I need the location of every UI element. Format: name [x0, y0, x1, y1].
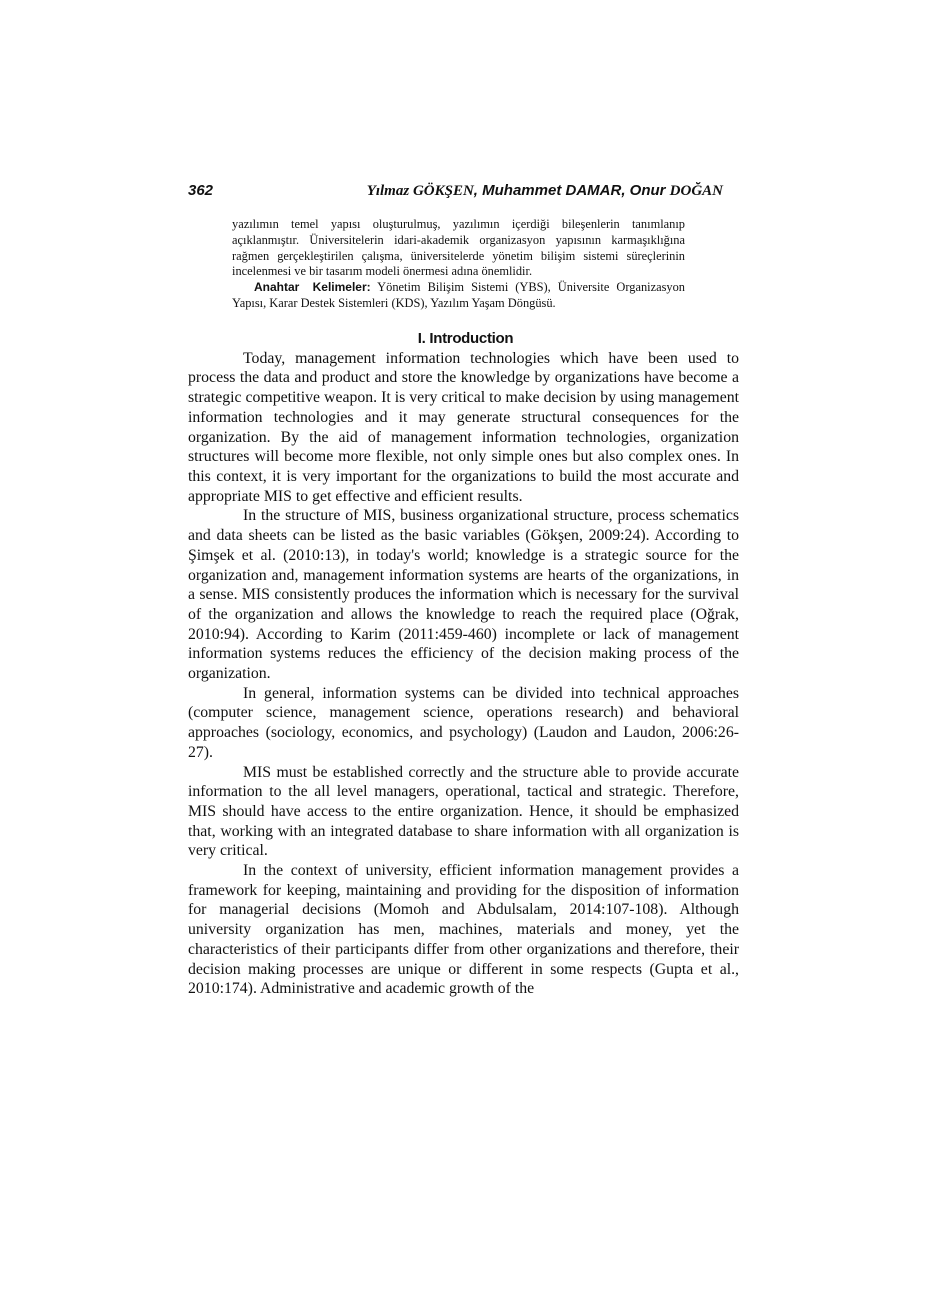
section-heading-introduction: I. Introduction [417, 329, 514, 347]
author-3-last: DOĞAN [669, 183, 723, 199]
keywords-text: Yönetim Bilişim Sistemi (YBS), Üniversite Organizasyon Yapısı, Karar Destek Sistemleri (KDS), Yazılım Yaşam Döngüsü. [232, 280, 685, 310]
abstract-paragraph: yazılımın temel yapısı oluşturulmuş, yazılımın içerdiği bileşenlerin tanımlanıp açıklanmıştır. Üniversitelerin idari-akademik organizasyon yapısının karmaşıklığına rağmen gerçekleştirilen çalışma, üniversitelerde yönetim bilişim sistemi süreçlerinin incelenmesi ve bir tasarım modeli önermesi adına önemlidir. [232, 217, 685, 279]
introduction-body [188, 349, 739, 999]
keywords-label: Anahtar Kelimeler: [254, 280, 371, 295]
page-number: 362 [188, 182, 214, 199]
keywords-paragraph [232, 280, 685, 312]
body-paragraph: MIS must be established correctly and the structure able to provide accurate information to the all level managers, operational, tactical and strategic. Therefore, MIS should have access to the entire organization. Hence, it should be emphasized that, working with an integrated database to share information with all organization is very critical. [188, 763, 739, 860]
body-paragraph: In the context of university, efficient information management provides a framework for keeping, maintaining and providing for the disposition of information for managerial decisions (Momoh and Abdulsalam, 2014:107-108). Although university organization has men, machines, materials and money, yet the characteristics of their participants differ from other organizations and therefore, their decision making processes are unique or different in some respects (Gupta et al., 2010:174). Administrative and academic growth of the [188, 862, 739, 998]
author-separator-1: , [473, 182, 483, 199]
document-page [188, 181, 739, 999]
body-paragraph: In the structure of MIS, business organizational structure, process schematics and data sheets can be listed as the basic variables (Gökşen, 2009:24). According to Şimşek et al. (2010:13), in today's world; knowledge is a strategic source for the organization and, management information systems are hearts of the organizations, in a sense. MIS consistently produces the information which is necessary for the survival of the organization and allows the knowledge to reach the required place (Oğrak, 2010:94). According to Karim (2011:459-460) incomplete or lack of management information systems reduces the efficiency of the decision making process of the organization. [188, 507, 739, 683]
author-1: Yılmaz GÖKŞEN [366, 183, 474, 199]
body-paragraph: Today, management information technologies which have been used to process the data and product and store the knowledge by organizations have become a strategic competitive weapon. It is very critical to make decision by using management information technologies and it may generate structural consequences for the organization. By the aid of management information technologies, organization structures will become more flexible, not only simple ones but also complex ones. In this context, it is very important for the organizations to build the most accurate and appropriate MIS to get effective and efficient results. [188, 349, 739, 505]
author-separator-2: , [621, 182, 630, 199]
author-2: Muhammet DAMAR [482, 182, 622, 199]
running-header [188, 181, 739, 203]
abstract-block [232, 217, 685, 312]
body-paragraph: In general, information systems can be divided into technical approaches (computer science, management science, operations research) and behavioral approaches (sociology, economics, and psychology) (Laudon and Laudon, 2006:26-27). [188, 684, 739, 761]
author-3-first: Onur [629, 182, 670, 199]
running-authors [367, 181, 723, 201]
